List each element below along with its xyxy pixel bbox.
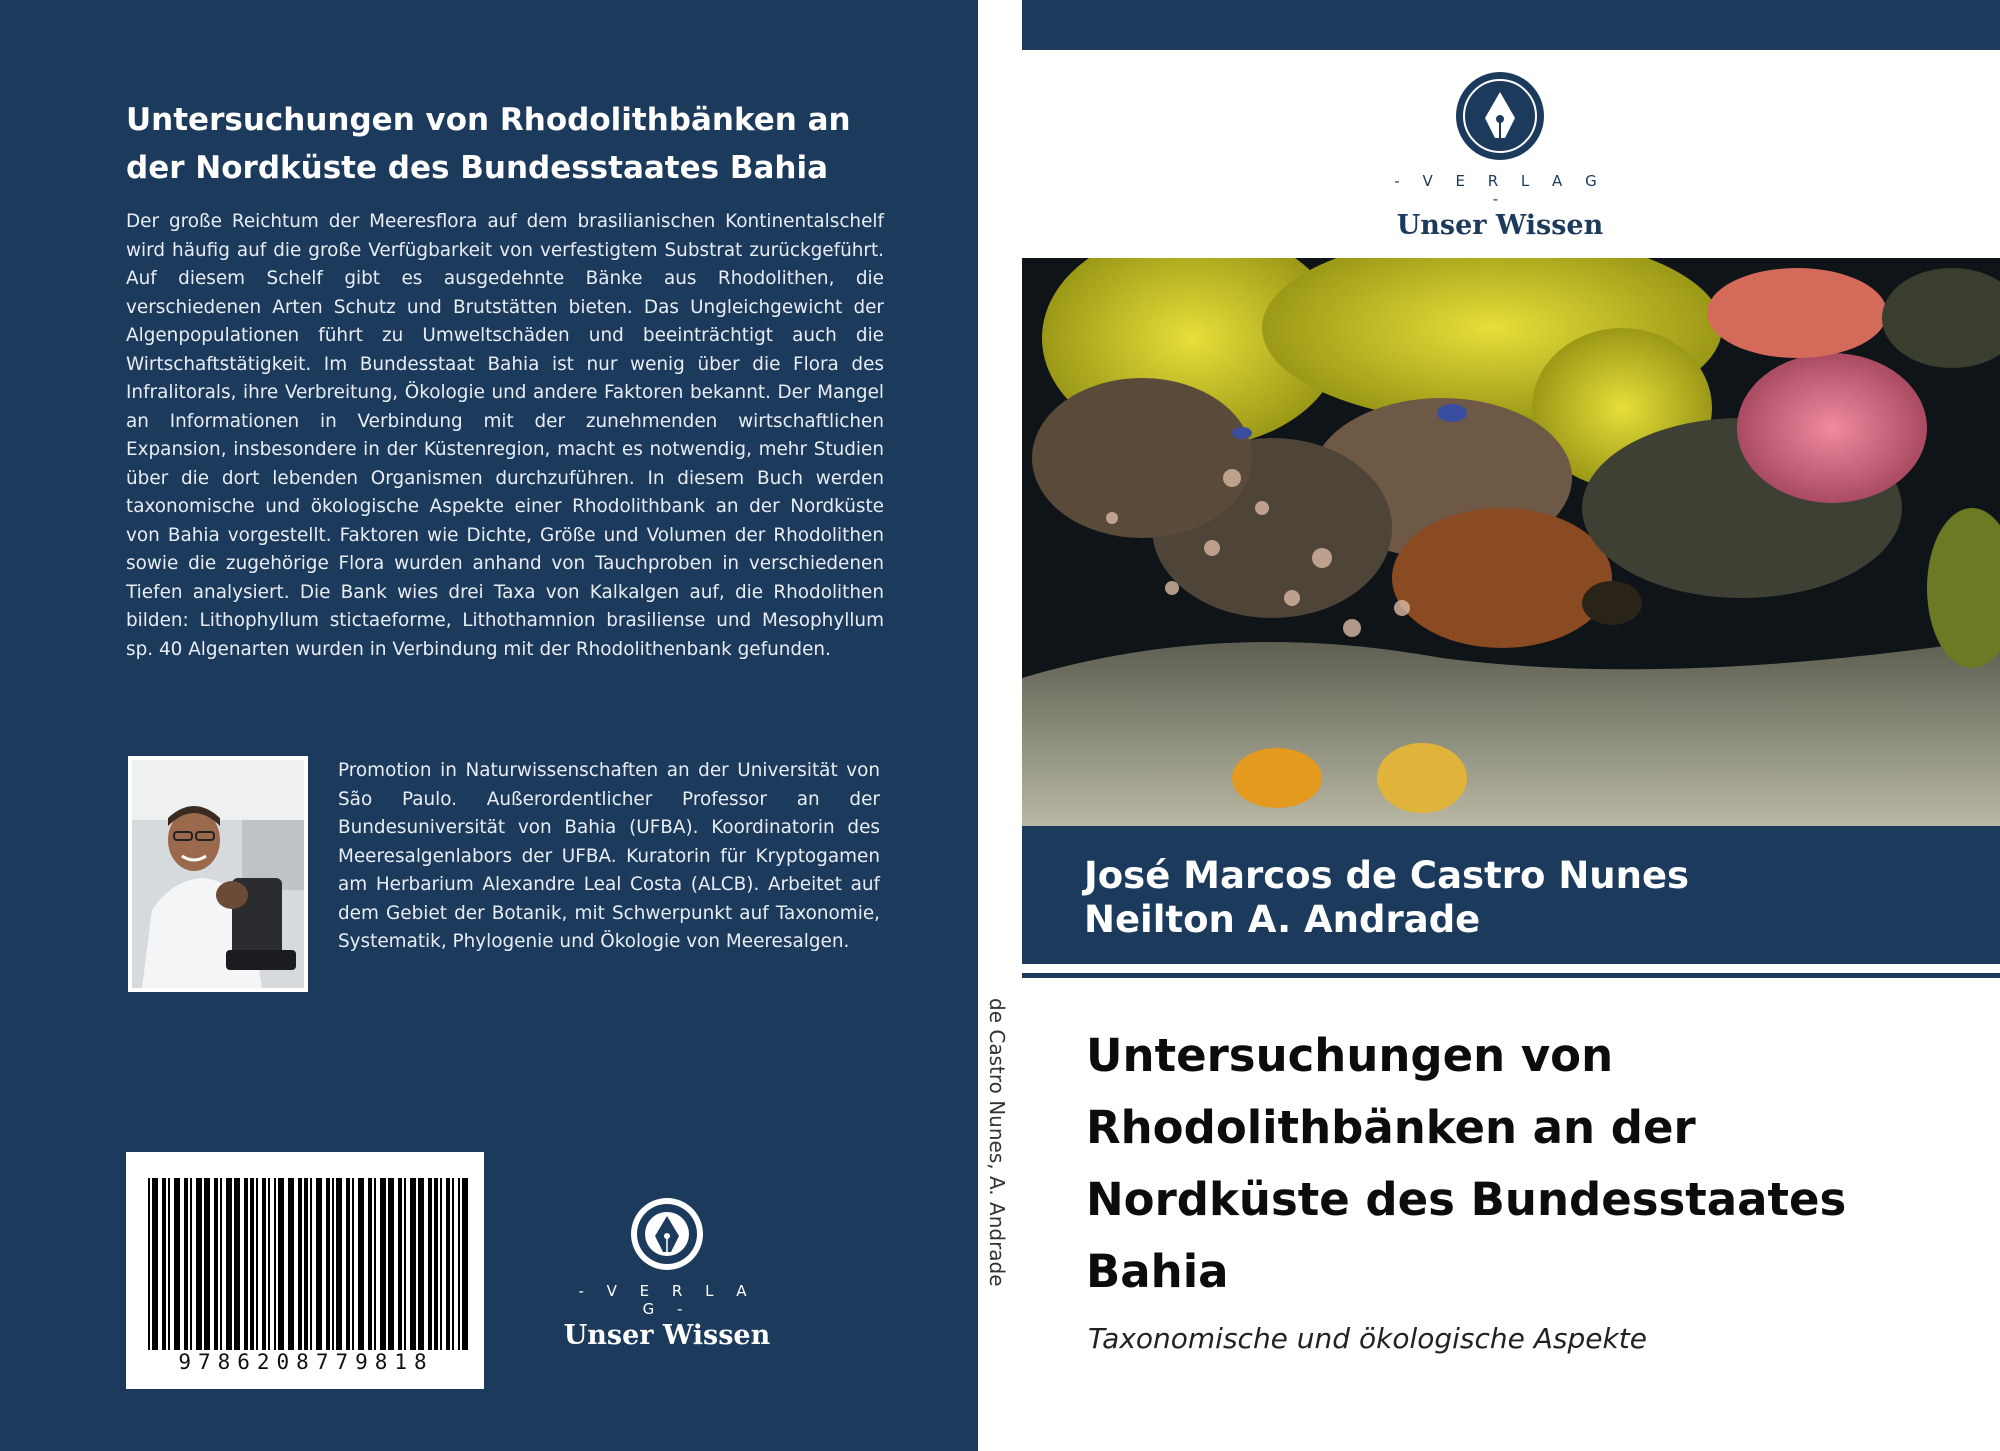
barcode-bar [196, 1178, 202, 1350]
author-photo [128, 756, 308, 992]
barcode-bar [434, 1178, 438, 1350]
barcode-bar [274, 1178, 276, 1350]
author-bio: Promotion in Naturwissenschaften an der Universität von São Paulo. Außerordentlicher Professor an der Bundesuniversität von Bahia (UFBA). Koordinatorin des Meeresalgenlabors der UFBA. Kuratorin für Kryptogamen am Herbarium Alexandre Leal Costa (ALCB). Arbeitet auf dem Gebiet der Botanik, mit Schwerpunkt auf Taxonomie, Systematik, Phylogenie und Ökologie von Meeresalgen. [338, 760, 880, 952]
back-cover [0, 0, 978, 1451]
barcode-bar [398, 1178, 402, 1350]
barcode-bar [326, 1178, 330, 1350]
barcode-bar [262, 1178, 266, 1350]
coral-reef-photo [1022, 258, 2000, 826]
barcode-bar [428, 1178, 432, 1350]
barcode-bar [168, 1178, 170, 1350]
isbn-barcode [126, 1152, 484, 1389]
barcode-bar [418, 1178, 424, 1350]
fountain-pen-nib-logo-icon [1454, 70, 1546, 162]
barcode-bar [250, 1178, 254, 1350]
coral-reef-illustration [1022, 258, 2000, 826]
barcode-bar [148, 1178, 150, 1350]
barcode-bar [368, 1178, 372, 1350]
fountain-pen-nib-logo-icon [629, 1196, 705, 1272]
back-logo-name: Unser Wissen [563, 1320, 771, 1351]
barcode-bar [332, 1178, 334, 1350]
barcode-bar [358, 1178, 364, 1350]
isbn-digits: 9786208779818 [178, 1350, 434, 1374]
barcode-bar [184, 1178, 188, 1350]
back-cover-title: Untersuchungen von Rhodolithbänken an der Nordküste des Bundesstaates Bahia [126, 102, 851, 186]
barcode-bar [288, 1178, 294, 1350]
front-publisher-logo [1390, 70, 1610, 241]
barcode-bar [162, 1178, 166, 1350]
barcode-bar [374, 1178, 376, 1350]
back-cover-blurb: Der große Reichtum der Meeresflora auf dem brasilianischen Kontinentalschelf wird häufig auf die große Verfügbarkeit von verfestigtem Substrat zurückgeführt. Auf diesem Schelf gibt es ausgedehnte Bänke aus Rhodolithen, die verschiedenen Arten Schutz und Brutstätten bieten. Das Ungleichgewicht der Algenpopulationen führt zu Umweltschäden und beeinträchtigt auch die Wirtschaftstätigkeit. Im Bundesstaat Bahia ist nur wenig über die Flora des Infralitorals, ihre Verbreitung, Ökologie und andere Faktoren bekannt. Der Mangel an Informationen in Verbindung mit der zunehmenden wirtschaftlichen Expansion, insbesondere in der Küstenregion, macht es notwendig, mehr Studien über die dort lebenden Organismen durchzuführen. In diesem Buch werden taxonomische und ökologische Aspekte einer Rhodolithbank an der Nordküste von Bahia vorgestellt. Faktoren wie Dichte, Größe und Volumen der Rhodolithen sowie die zugehörige Flora wurden anhand von Tauchproben in verschiedenen Tiefen analysiert. Die Bank wies drei Taxa von Kalkalgen auf, die Rhodolithen bilden: Lithophyllum stictaeforme, Lithothamnion brasiliense und Mesophyllum sp. 40 Algenarten wurden in Verbindung mit der Rhodolithenbank gefunden. [126, 211, 884, 660]
barcode-bar [152, 1178, 158, 1350]
author-band [1022, 826, 2000, 964]
spine-text-area [978, 994, 1022, 1434]
barcode-bar [220, 1178, 222, 1350]
barcode-bar [440, 1178, 442, 1350]
barcode-bar [388, 1178, 394, 1350]
barcode-bar [234, 1178, 240, 1350]
barcode-bar [404, 1178, 406, 1350]
barcode-bar [310, 1178, 312, 1350]
barcode-bar [446, 1178, 450, 1350]
barcode-bar [190, 1178, 192, 1350]
barcode-bars [146, 1178, 468, 1350]
barcode-bar [256, 1178, 258, 1350]
author-photo-illustration [132, 760, 304, 988]
barcode-bar [278, 1178, 284, 1350]
barcode-bar [452, 1178, 454, 1350]
barcode-bar [226, 1178, 232, 1350]
front-cover-title: Untersuchungen von Rhodolithbänken an der Nordküste des Bundesstaates Bahia [1086, 1029, 1847, 1298]
front-logo-verlag: - V E R L A G - [1394, 172, 1606, 208]
back-logo-verlag: - V E R L A G - [578, 1282, 756, 1318]
barcode-bar [316, 1178, 322, 1350]
barcode-bar [268, 1178, 270, 1350]
barcode-bar [244, 1178, 248, 1350]
barcode-bar [298, 1178, 302, 1350]
barcode-bar [174, 1178, 180, 1350]
author-name-1: José Marcos de Castro Nunes [1084, 854, 1690, 897]
front-logo-name: Unser Wissen [1396, 210, 1604, 241]
barcode-bar [336, 1178, 342, 1350]
barcode-bar [380, 1178, 386, 1350]
barcode-bar [204, 1178, 210, 1350]
divider-line [1022, 973, 2000, 978]
barcode-bar [304, 1178, 308, 1350]
front-top-bar [1022, 0, 2000, 50]
barcode-bar [410, 1178, 416, 1350]
back-publisher-logo [562, 1196, 772, 1351]
barcode-bar [214, 1178, 218, 1350]
barcode-bar [458, 1178, 460, 1350]
barcode-bar [346, 1178, 350, 1350]
spine-authors: de Castro Nunes, A. Andrade [985, 998, 1009, 1287]
front-cover-subtitle: Taxonomische und ökologische Aspekte [1088, 1322, 1647, 1355]
barcode-bar [462, 1178, 468, 1350]
barcode-bar [352, 1178, 354, 1350]
author-name-2: Neilton A. Andrade [1084, 898, 1481, 941]
